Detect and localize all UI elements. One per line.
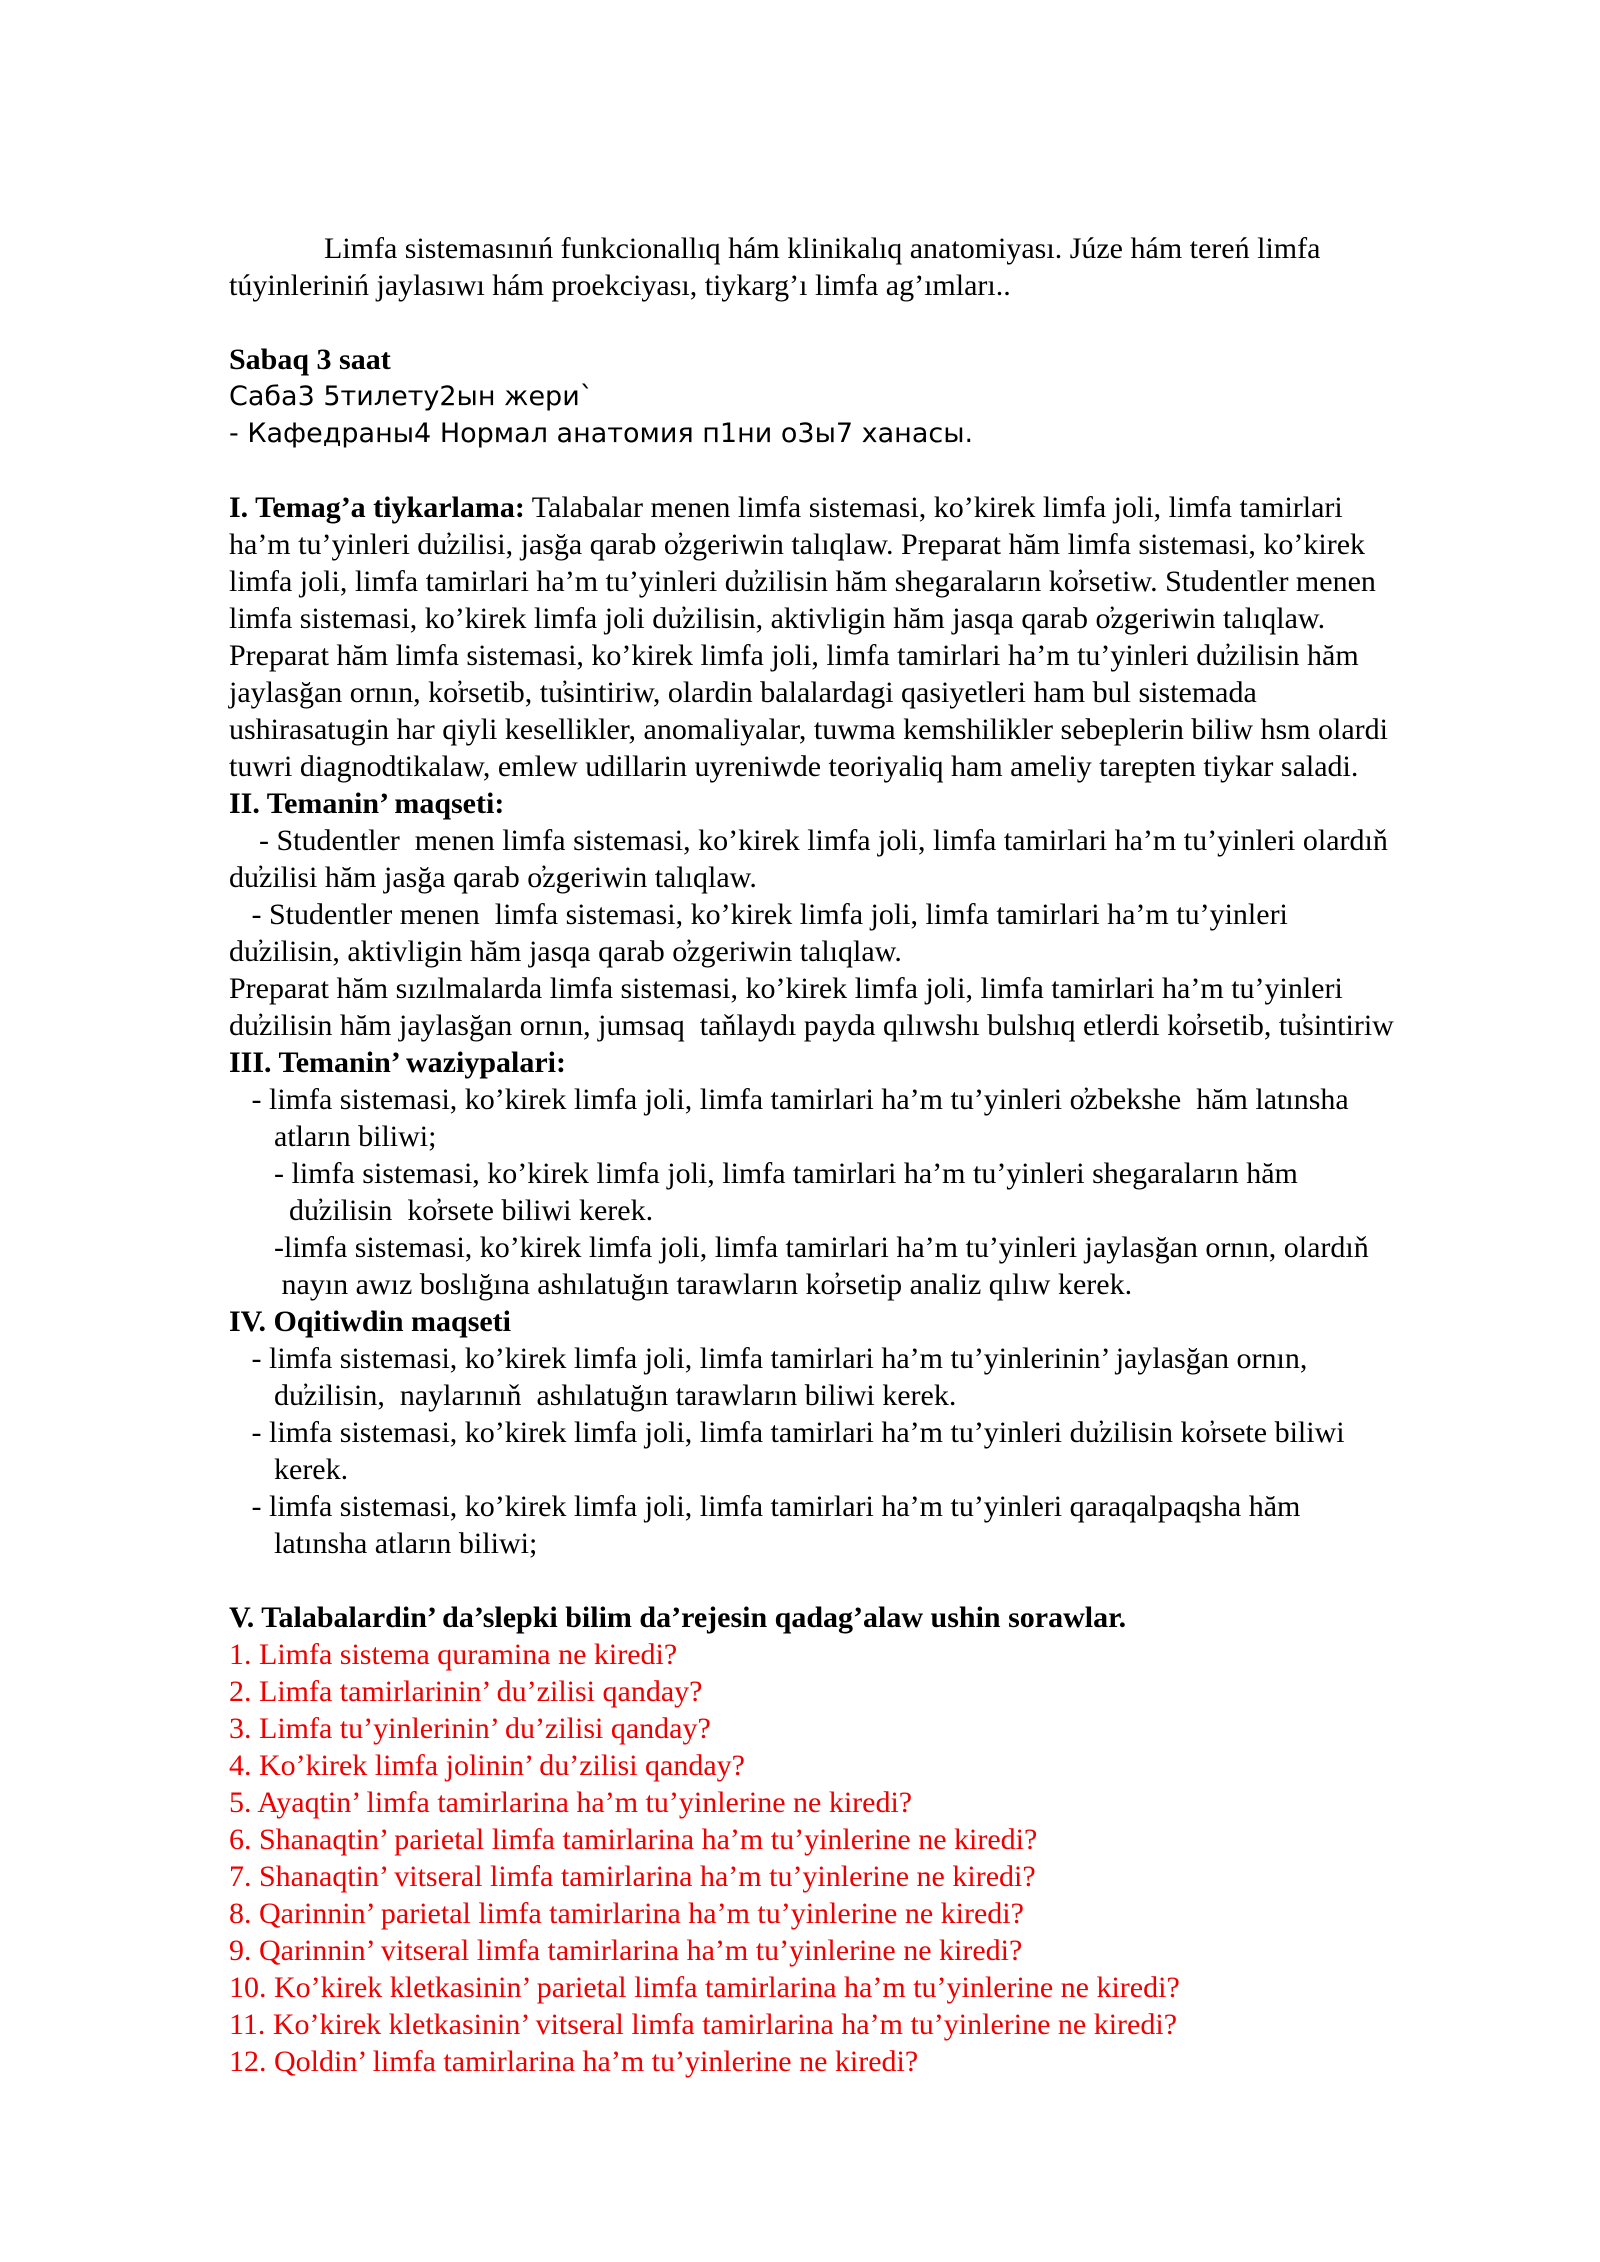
section-3-heading: III. Temanin’ waziypalari:: [229, 1046, 566, 1079]
question-item: 7. Shanaqtin’ vitseral limfa tamirlarina ha’m tu’yinlerine ne kiredi?: [229, 1860, 1036, 1893]
question-item: 12. Qoldin’ limfa tamirlarina ha’m tu’yinlerine ne kiredi?: [229, 2045, 919, 2078]
section-4-line: - limfa sistemasi, ko’kirek limfa joli, limfa tamirlari ha’m tu’yinleri qaraqalpaqsha hăm: [229, 1490, 1301, 1523]
section-1-line: ushirasatugin har qiyli kesellikler, anomaliyalar, tuwma kemshilikler sebeplerin biliw hsm olardi: [229, 713, 1388, 746]
question-item: 10. Ko’kirek kletkasinin’ parietal limfa tamirlarina ha’m tu’yinlerine ne kiredi?: [229, 1971, 1180, 2004]
section-3-line: - limfa sistemasi, ko’kirek limfa joli, limfa tamirlari ha’m tu’yinleri shegaraların hăm: [229, 1157, 1298, 1190]
section-2-heading: II. Temanin’ maqseti:: [229, 787, 505, 820]
section-1-line: ha’m tu’yinleri du̕zilisi, jasğa qarab o̕zgeriwin talıqlaw. Preparat hăm limfa sistemasi, ko’kirek: [229, 528, 1366, 561]
section-3-line: du̕zilisin ko̕rsete biliwi kerek.: [229, 1194, 654, 1227]
section-1-line: jaylasğan ornın, ko̕rsetib, tu̕sintiriw, olardin balalardagi qasiyetleri ham bul sistemada: [229, 676, 1257, 709]
section-1-first-line: [229, 489, 1519, 526]
section-2-line: du̕zilisin hăm jaylasğan ornın, jumsaq taňlaydı payda qılıwshı bulshıq etlerdi ko̕rsetib, tu̕sintiriw: [229, 1009, 1394, 1042]
section-3-line: nayın awız boslığına ashılatuğın tarawların ko̕rsetip analiz qılıw kerek.: [229, 1268, 1133, 1301]
section-2-line: Preparat hăm sızılmalarda limfa sistemasi, ko’kirek limfa joli, limfa tamirlari ha’m tu’yinleri: [229, 972, 1343, 1005]
hours-heading: Sabaq 3 saat: [229, 343, 391, 376]
section-1-line: Preparat hăm limfa sistemasi, ko’kirek limfa joli, limfa tamirlari ha’m tu’yinleri du̕zilisin hăm: [229, 639, 1359, 672]
title-line-1: Limfa sistemasınıń funkcionallıq hám klinikalıq anatomiyası. Júze hám tereń limfa: [324, 232, 1321, 265]
question-item: 2. Limfa tamirlarinin’ du’zilisi qanday?: [229, 1675, 703, 1708]
section-4-heading: IV. Oqitiwdin maqseti: [229, 1305, 512, 1338]
section-3-line: atların biliwi;: [229, 1120, 437, 1153]
section-4-line: latınsha atların biliwi;: [229, 1527, 538, 1560]
question-item: 11. Ko’kirek kletkasinin’ vitseral limfa tamirlarina ha’m tu’yinlerine ne kiredi?: [229, 2008, 1178, 2041]
section-2-line: du̕zilisin, aktivligin hăm jasqa qarab o̕zgeriwin talıqlaw.: [229, 935, 902, 968]
document-page: [229, 230, 1519, 2080]
section-1-text: Talabalar menen limfa sistemasi, ko’kirek limfa joli, limfa tamirlari: [524, 491, 1343, 524]
section-4-line: du̕zilisin, naylarınıň ashılatuğın tarawların biliwi kerek.: [229, 1379, 957, 1412]
title-line-2: túyinleriniń jaylasıwı hám proekciyası, tiykarg’ı limfa ag’ımları..: [229, 269, 1011, 302]
section-4-line: - limfa sistemasi, ko’kirek limfa joli, limfa tamirlari ha’m tu’yinlerinin’ jaylasğan ornın,: [229, 1342, 1308, 1375]
question-item: 9. Qarinnin’ vitseral limfa tamirlarina ha’m tu’yinlerine ne kiredi?: [229, 1934, 1023, 1967]
location-line-2: - Кафедраны4 Нормал анатомия п1ни о3ы7 ханасы.: [229, 418, 974, 449]
section-2-line: - Studentler menen limfa sistemasi, ko’kirek limfa joli, limfa tamirlari ha’m tu’yinleri olardıň: [229, 824, 1388, 857]
question-item: 5. Ayaqtin’ limfa tamirlarina ha’m tu’yinlerine ne kiredi?: [229, 1786, 913, 1819]
section-1-line: tuwri diagnodtikalaw, emlew udillarin uyreniwde teoriyaliq ham ameliy tarepten tiykar saladi.: [229, 750, 1359, 783]
question-item: 3. Limfa tu’yinlerinin’ du’zilisi qanday?: [229, 1712, 711, 1745]
section-4-line: kerek.: [229, 1453, 349, 1486]
section-3-line: -limfa sistemasi, ko’kirek limfa joli, limfa tamirlari ha’m tu’yinleri jaylasğan ornın, olardıň: [229, 1231, 1369, 1264]
section-5-heading: V. Talabalardin’ da’slepki bilim da’rejesin qadag’alaw ushin sorawlar.: [229, 1601, 1127, 1634]
question-item: 8. Qarinnin’ parietal limfa tamirlarina ha’m tu’yinlerine ne kiredi?: [229, 1897, 1024, 1930]
question-item: 4. Ko’kirek limfa jolinin’ du’zilisi qanday?: [229, 1749, 745, 1782]
section-2-line: - Studentler menen limfa sistemasi, ko’kirek limfa joli, limfa tamirlari ha’m tu’yinleri: [229, 898, 1288, 931]
location-line-1: Саба3 5тилету2ын жери`: [229, 381, 594, 412]
section-1-line: limfa sistemasi, ko’kirek limfa joli du̕zilisin, aktivligin hăm jasqa qarab o̕zgeriwin talıqlaw.: [229, 602, 1326, 635]
section-3-line: - limfa sistemasi, ko’kirek limfa joli, limfa tamirlari ha’m tu’yinleri o̕zbekshe hăm latınsha: [229, 1083, 1349, 1116]
section-2-line: du̕zilisi hăm jasğa qarab o̕zgeriwin talıqlaw.: [229, 861, 757, 894]
section-4-line: - limfa sistemasi, ko’kirek limfa joli, limfa tamirlari ha’m tu’yinleri du̕zilisin ko̕rsete biliwi: [229, 1416, 1345, 1449]
question-item: 6. Shanaqtin’ parietal limfa tamirlarina ha’m tu’yinlerine ne kiredi?: [229, 1823, 1038, 1856]
section-1-heading: I. Temag’a tiykarlama:: [229, 491, 525, 524]
question-item: 1. Limfa sistema quramina ne kiredi?: [229, 1638, 678, 1671]
section-1-line: limfa joli, limfa tamirlari ha’m tu’yinleri du̕zilisin hăm shegaraların ko̕rsetiw. Studentler menen: [229, 565, 1376, 598]
